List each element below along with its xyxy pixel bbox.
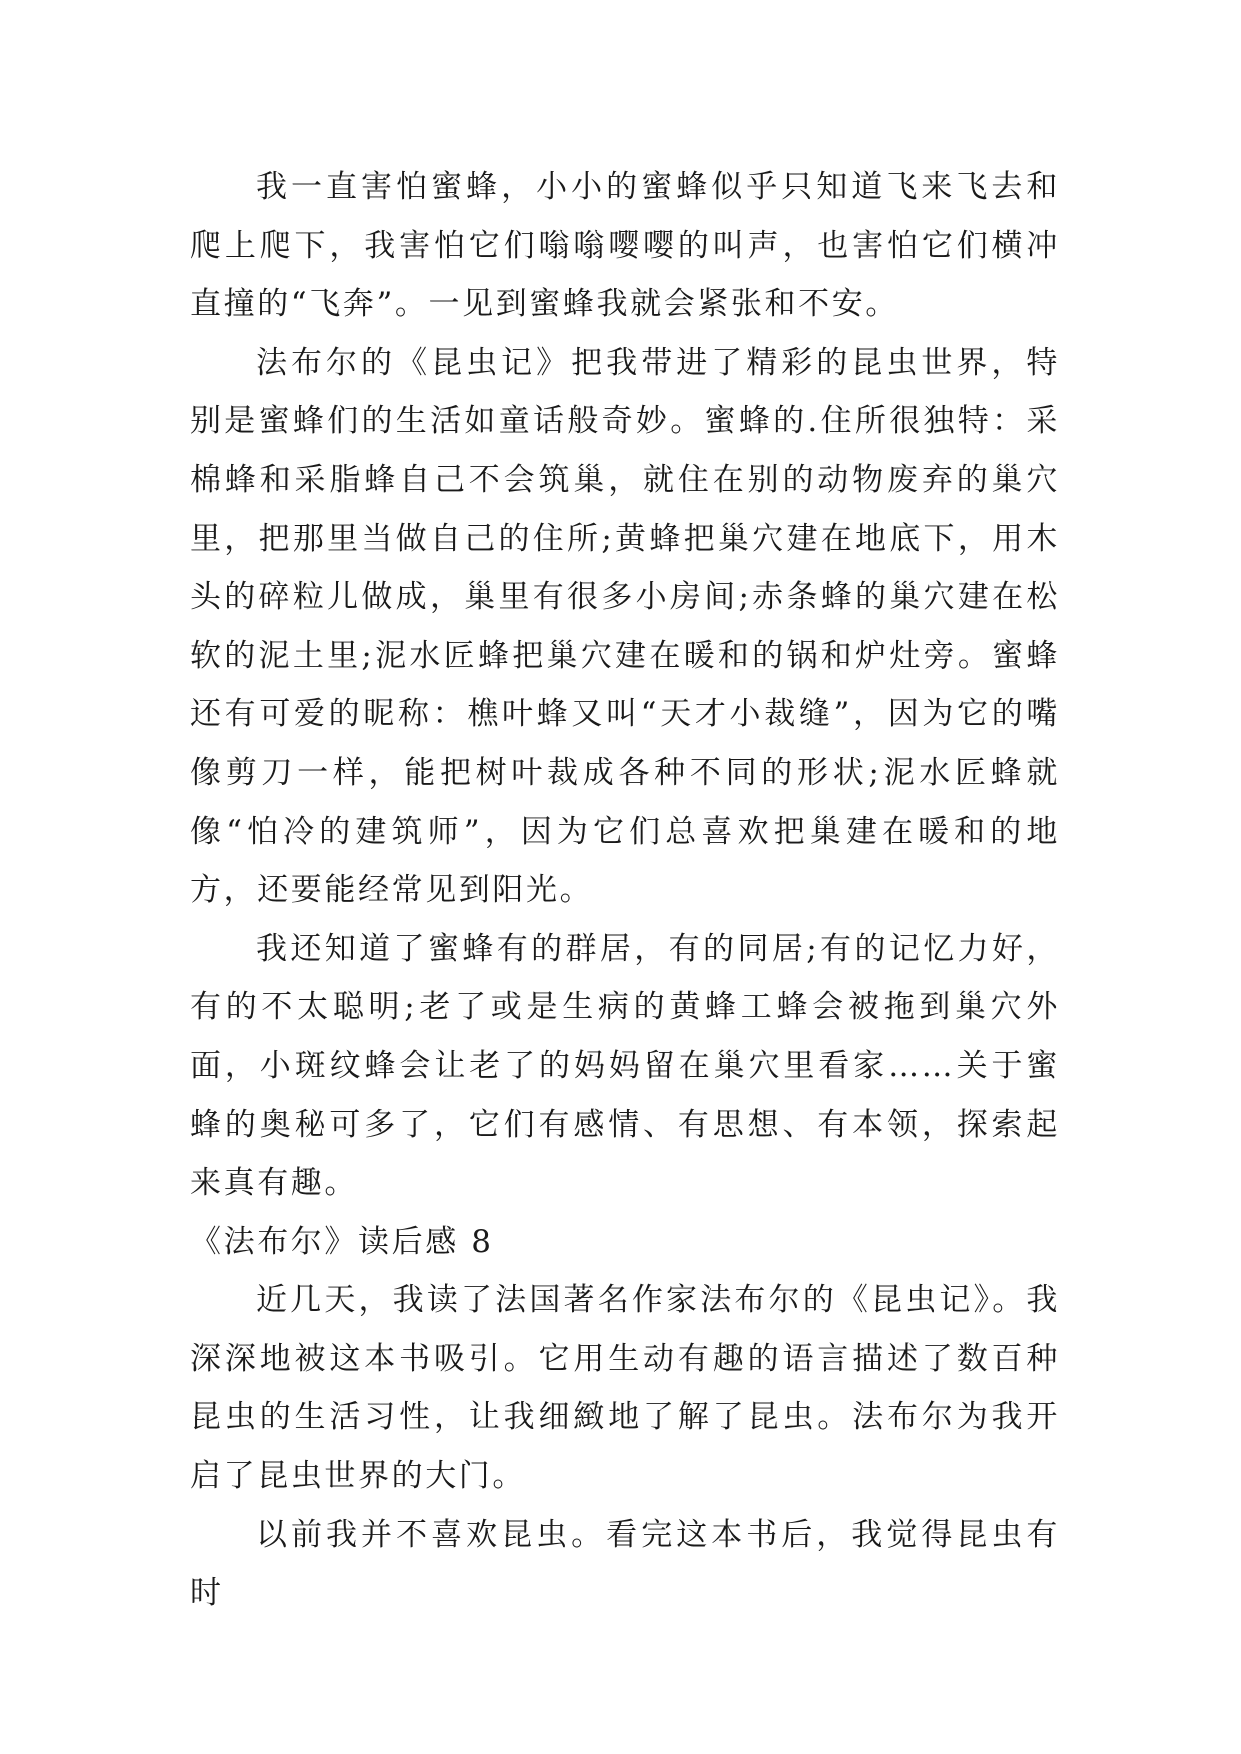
paragraph-bees-fear: 我一直害怕蜜蜂，小小的蜜蜂似乎只知道飞来飞去和爬上爬下，我害怕它们嗡嗡嘤嘤的叫声，也害怕它们横冲直撞的“飞奔”。一见到蜜蜂我就会紧张和不安。 (190, 169, 1060, 323)
document-page (190, 158, 1060, 1623)
paragraph-bee-homes: 法布尔的《昆虫记》把我带进了精彩的昆虫世界，特别是蜜蜂们的生活如童话般奇妙。蜜蜂的.住所很独特：采棉蜂和采脂蜂自己不会筑巢，就住在别的动物废弃的巢穴里，把那里当做自己的住所;黄蜂把巢穴建在地底下，用木头的碎粒儿做成，巢里有很多小房间;赤条蜂的巢穴建在松软的泥土里;泥水匠蜂把巢穴建在暖和的锅和炉灶旁。蜜蜂还有可爱的昵称：樵叶蜂又叫“天才小裁缝”，因为它的嘴像剪刀一样，能把树叶裁成各种不同的形状;泥水匠蜂就像“怕冷的建筑师”，因为它们总喜欢把巢建在暖和的地方，还要能经常见到阳光。 (190, 344, 1060, 909)
paragraph-before-reading: 以前我并不喜欢昆虫。看完这本书后，我觉得昆虫有时 (190, 1516, 1060, 1612)
section-heading: 《法布尔》读后感 8 (190, 1223, 494, 1260)
paragraph-recent-reading: 近几天，我读了法国著名作家法布尔的《昆虫记》。我深深地被这本书吸引。它用生动有趣的语言描述了数百种昆虫的生活习性，让我细緻地了解了昆虫。法布尔为我开启了昆虫世界的大门。 (190, 1282, 1060, 1495)
paragraph-bee-secrets: 我还知道了蜜蜂有的群居，有的同居;有的记忆力好，有的不太聪明;老了或是生病的黄蜂工蜂会被拖到巢穴外面，小斑纹蜂会让老了的妈妈留在巢穴里看家……关于蜜蜂的奥秘可多了，它们有感情、有思想、有本领，探索起来真有趣。 (190, 930, 1060, 1202)
